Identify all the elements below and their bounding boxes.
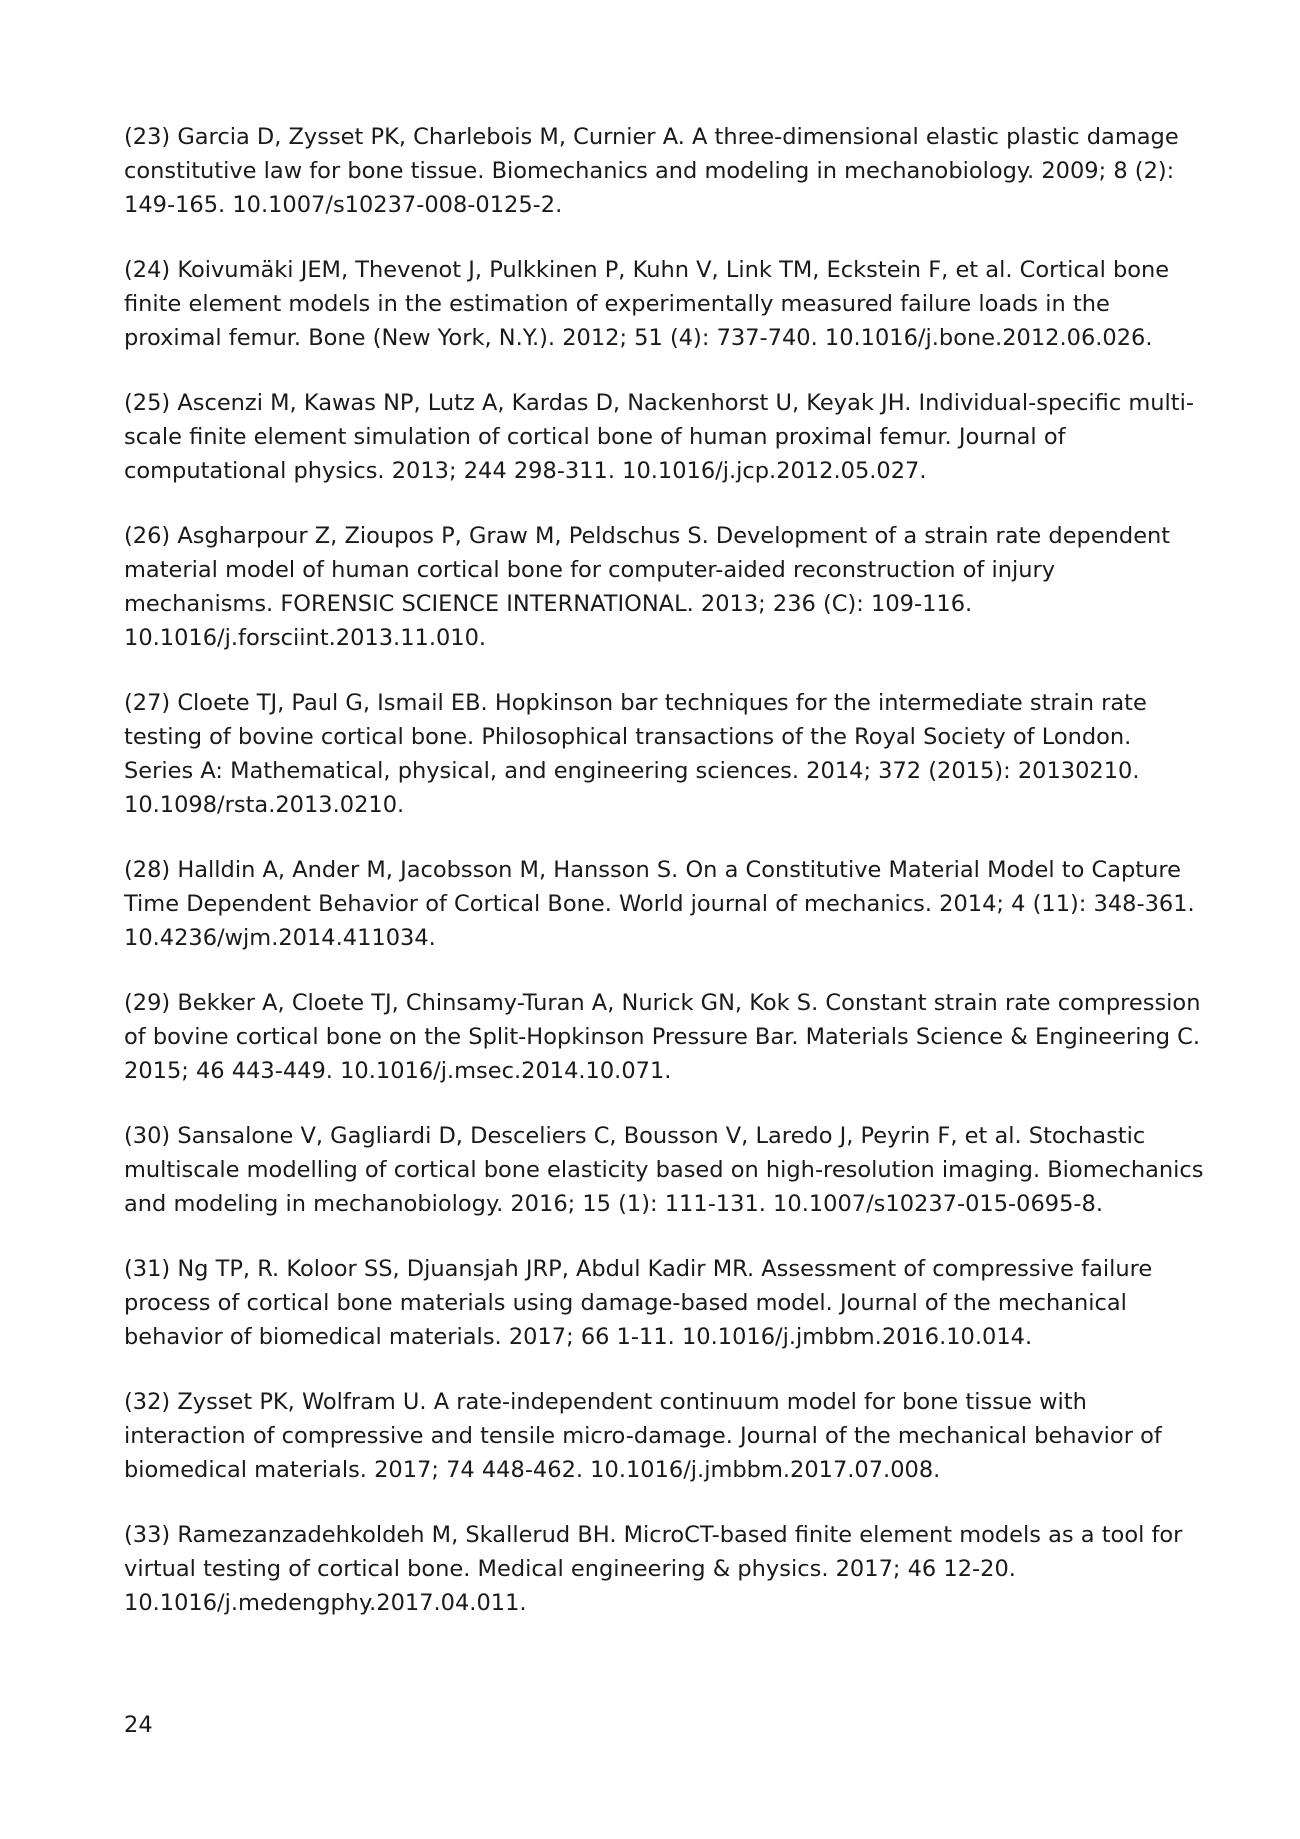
reference-24: (24) Koivumäki JEM, Thevenot J, Pulkkinen P, Kuhn V, Link TM, Eckstein F, et al. Cortical bone finite element models in the estimation of experimentally measured failure loads in the proximal femur. Bone (New York, N.Y.). 2012; 51 (4): 737-740. 10.1016/j.bone.2012.06.026. (124, 257, 1170, 351)
reference-27: (27) Cloete TJ, Paul G, Ismail EB. Hopkinson bar techniques for the intermediate strain rate testing of bovine cortical bone. Philosophical transactions of the Royal Society of London. Series A: Mathematical, physical, and engineering sciences. 2014; 372 (2015): 20130210. 10.1098/rsta.2013.0210. (124, 690, 1147, 818)
reference-28: (28) Halldin A, Ander M, Jacobsson M, Hansson S. On a Constitutive Material Model to Capture Time Dependent Behavior of Cortical Bone. World journal of mechanics. 2014; 4 (11): 348-361. 10.4236/wjm.2014.411034. (124, 857, 1195, 951)
reference-list (124, 120, 1204, 1651)
reference-29: (29) Bekker A, Cloete TJ, Chinsamy-Turan A, Nurick GN, Kok S. Constant strain rate compression of bovine cortical bone on the Split-Hopkinson Pressure Bar. Materials Science & Engineering C. 2015; 46 443-449. 10.1016/j.msec.2014.10.071. (124, 990, 1201, 1084)
reference-30: (30) Sansalone V, Gagliardi D, Desceliers C, Bousson V, Laredo J, Peyrin F, et al. Stochastic multiscale modelling of cortical bone elasticity based on high-resolution imaging. Biomechanics and modeling in mechanobiology. 2016; 15 (1): 111-131. 10.1007/s10237-015-0695-8. (124, 1123, 1204, 1217)
reference-26: (26) Asgharpour Z, Zioupos P, Graw M, Peldschus S. Development of a strain rate dependent material model of human cortical bone for computer-aided reconstruction of injury mechanisms. FORENSIC SCIENCE INTERNATIONAL. 2013; 236 (C): 109-116. 10.1016/j.forsciint.2013.11.010. (124, 523, 1171, 651)
reference-25: (25) Ascenzi M, Kawas NP, Lutz A, Kardas D, Nackenhorst U, Keyak JH. Individual-specific multi-scale finite element simulation of cortical bone of human proximal femur. Journal of computational physics. 2013; 244 298-311. 10.1016/j.jcp.2012.05.027. (124, 390, 1195, 484)
reference-32: (32) Zysset PK, Wolfram U. A rate-independent continuum model for bone tissue with interaction of compressive and tensile micro-damage. Journal of the mechanical behavior of biomedical materials. 2017; 74 448-462. 10.1016/j.jmbbm.2017.07.008. (124, 1389, 1162, 1483)
reference-23: (23) Garcia D, Zysset PK, Charlebois M, Curnier A. A three-dimensional elastic plastic damage constitutive law for bone tissue. Biomechanics and modeling in mechanobiology. 2009; 8 (2): 149-165. 10.1007/s10237-008-0125-2. (124, 124, 1179, 218)
reference-31: (31) Ng TP, R. Koloor SS, Djuansjah JRP, Abdul Kadir MR. Assessment of compressive failure process of cortical bone materials using damage-based model. Journal of the mechanical behavior of biomedical materials. 2017; 66 1-11. 10.1016/j.jmbbm.2016.10.014. (124, 1256, 1153, 1350)
page-number: 24 (124, 1712, 153, 1738)
reference-33: (33) Ramezanzadehkoldeh M, Skallerud BH. MicroCT-based finite element models as a tool for virtual testing of cortical bone. Medical engineering & physics. 2017; 46 12-20. 10.1016/j.medengphy.2017.04.011. (124, 1522, 1183, 1616)
